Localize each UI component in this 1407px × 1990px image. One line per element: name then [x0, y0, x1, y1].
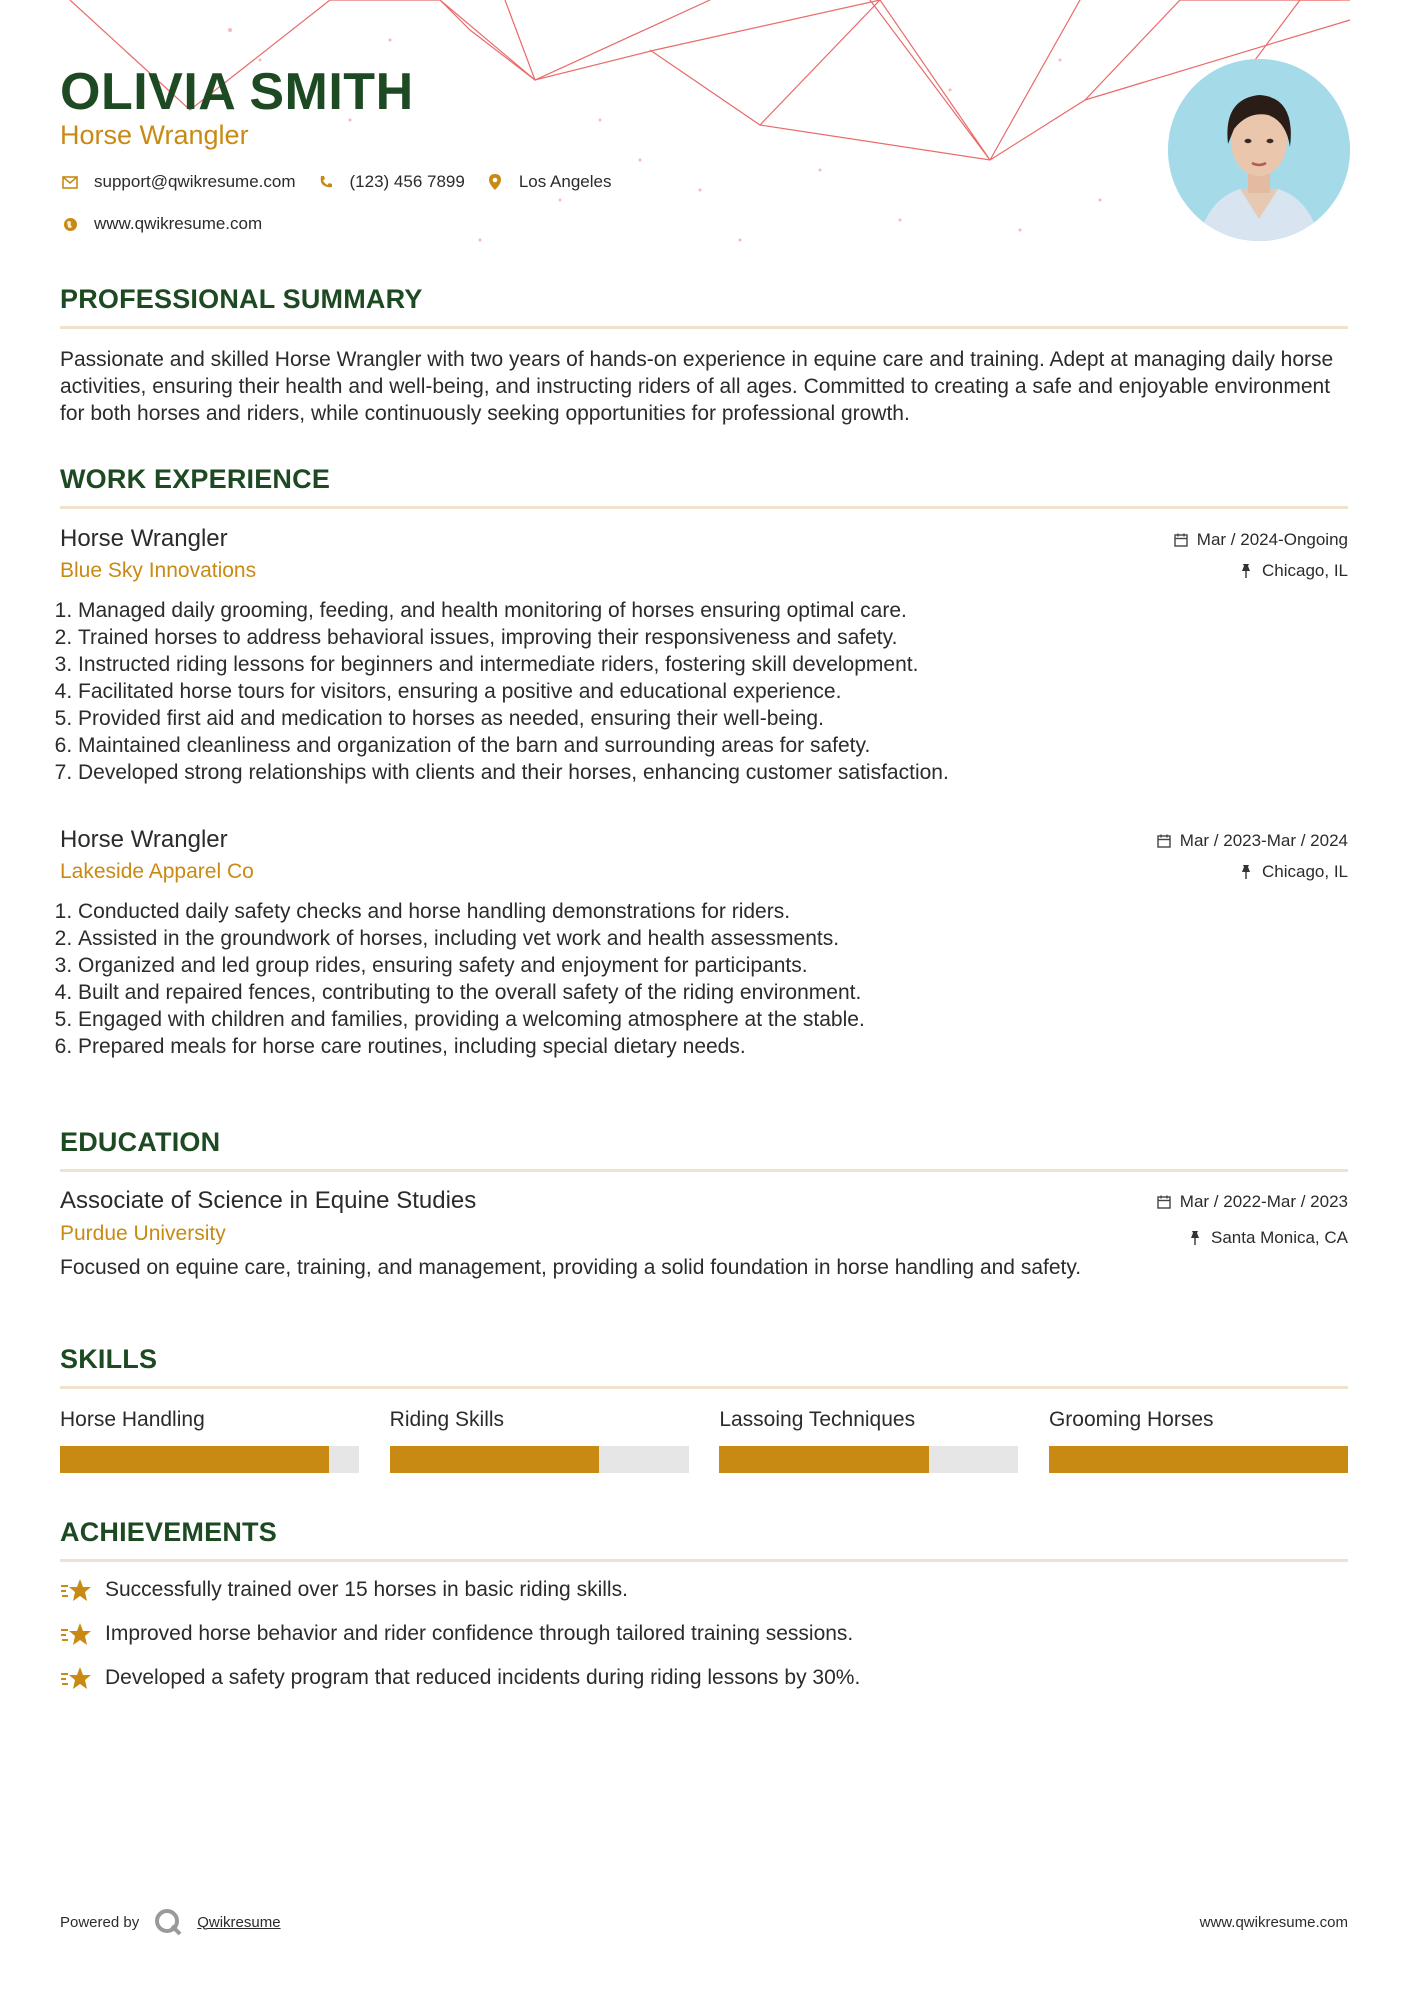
pin-icon — [1238, 563, 1254, 579]
skill-item — [60, 1406, 359, 1473]
job-meta — [1156, 829, 1348, 884]
calendar-icon — [1156, 1194, 1172, 1210]
contact-row-2 — [60, 214, 282, 234]
job-location: Chicago, IL — [1262, 862, 1348, 881]
section-divider — [60, 506, 1348, 509]
achievements-section — [60, 1515, 1348, 1700]
education-description: Focused on equine care, training, and management, providing a solid foundation in horse handling and safety. — [60, 1256, 1082, 1279]
pin-icon — [1187, 1230, 1203, 1246]
contact-email[interactable] — [60, 172, 296, 192]
skills-title: SKILLS — [60, 1344, 158, 1374]
achievements-title: ACHIEVEMENTS — [60, 1517, 277, 1547]
achievement-text: Improved horse behavior and rider confidence through tailored training sessions. — [105, 1622, 854, 1645]
qwikresume-logo-icon — [153, 1907, 183, 1937]
skill-name: Lassoing Techniques — [719, 1408, 916, 1431]
job-location: Chicago, IL — [1262, 561, 1348, 580]
email-text: support@qwikresume.com — [94, 172, 296, 191]
job-meta — [1173, 528, 1348, 583]
job-duties — [60, 597, 1348, 786]
contact-website[interactable] — [60, 214, 262, 234]
job-duties — [60, 898, 1348, 1060]
skill-bar — [1049, 1446, 1348, 1473]
globe-icon — [60, 214, 80, 234]
job-dates: Mar / 2024-Ongoing — [1196, 530, 1348, 549]
list-item: 1. Managed daily grooming, feeding, and health monitoring of horses ensuring optimal care. — [78, 597, 1348, 624]
skill-bar — [719, 1446, 1018, 1473]
education-dates: Mar / 2022-Mar / 2023 — [1179, 1192, 1348, 1211]
achievement-text: Successfully trained over 15 horses in basic riding skills. — [105, 1578, 628, 1601]
section-divider — [60, 1559, 1348, 1562]
skill-bar-fill — [1049, 1446, 1348, 1473]
skill-bar-fill — [60, 1446, 329, 1473]
skills-section — [60, 1342, 1348, 1473]
skill-bar — [60, 1446, 359, 1473]
list-item: 1. Conducted daily safety checks and horse handling demonstrations for riders. — [78, 898, 1348, 925]
summary-text: Passionate and skilled Horse Wrangler with two years of hands-on experience in equine care and training. Adept at managing daily horse activities, ensuring their health and well-being, and instructing riders of all ages. Committed to creating a safe and enjoyable environment for both horses and riders, while continuously seeking opportunities for professional growth. — [60, 348, 1334, 425]
candidate-name: OLIVIA SMITH — [60, 63, 414, 121]
job-title: Horse Wrangler — [60, 826, 228, 853]
skill-bar-fill — [390, 1446, 599, 1473]
degree-title: Associate of Science in Equine Studies — [60, 1187, 477, 1214]
summary-title: PROFESSIONAL SUMMARY — [60, 284, 423, 314]
list-item: 7. Developed strong relationships with clients and their horses, enhancing customer satisfaction. — [78, 759, 1348, 786]
summary-section — [60, 282, 1348, 427]
job-entry — [60, 524, 1348, 786]
education-entry — [60, 1186, 1348, 1281]
school-name: Purdue University — [60, 1222, 226, 1245]
skill-item — [1049, 1406, 1348, 1473]
job-dates: Mar / 2023-Mar / 2024 — [1179, 831, 1348, 850]
education-section — [60, 1125, 1348, 1172]
list-item: 2. Assisted in the groundwork of horses, including vet work and health assessments. — [78, 925, 1348, 952]
section-divider — [60, 1386, 1348, 1389]
location-text: Los Angeles — [518, 172, 612, 191]
list-item: 2. Trained horses to address behavioral issues, improving their responsiveness and safety. — [78, 624, 1348, 651]
calendar-icon — [1156, 833, 1172, 849]
job-title: Horse Wrangler — [60, 525, 228, 552]
job-company: Lakeside Apparel Co — [60, 860, 254, 883]
footer — [60, 1902, 1348, 1942]
brand-link[interactable]: Qwikresume — [197, 1913, 281, 1931]
contact-row-1 — [60, 172, 631, 192]
education-title: EDUCATION — [60, 1127, 221, 1157]
website-text: www.qwikresume.com — [94, 214, 263, 233]
candidate-role: Horse Wrangler — [60, 120, 249, 150]
skill-name: Grooming Horses — [1048, 1408, 1214, 1431]
experience-section — [60, 462, 1348, 509]
list-item: 4. Facilitated horse tours for visitors, ensuring a positive and educational experience. — [78, 678, 1348, 705]
list-item: 3. Instructed riding lessons for beginners and intermediate riders, fostering skill development. — [78, 651, 1348, 678]
star-icon — [60, 1577, 92, 1603]
powered-by-label: Powered by — [60, 1913, 140, 1931]
star-icon — [60, 1621, 92, 1647]
section-divider — [60, 326, 1348, 329]
phone-icon — [316, 172, 336, 192]
calendar-icon — [1173, 532, 1189, 548]
map-pin-icon — [485, 172, 505, 192]
experience-title: WORK EXPERIENCE — [60, 464, 331, 494]
skill-name: Riding Skills — [389, 1408, 505, 1431]
star-icon — [60, 1665, 92, 1691]
list-item: 6. Prepared meals for horse care routines, including special dietary needs. — [78, 1033, 1348, 1060]
job-entry — [60, 825, 1348, 1060]
education-meta — [1156, 1190, 1348, 1250]
pin-icon — [1238, 864, 1254, 880]
envelope-icon — [60, 172, 80, 192]
job-company: Blue Sky Innovations — [60, 559, 257, 582]
skills-grid — [60, 1406, 1348, 1473]
skill-item — [719, 1406, 1018, 1473]
list-item: 5. Provided first aid and medication to horses as needed, ensuring their well-being. — [78, 705, 1348, 732]
footer-website[interactable]: www.qwikresume.com — [1199, 1913, 1348, 1931]
profile-photo — [1168, 59, 1350, 241]
skill-name: Horse Handling — [60, 1408, 205, 1431]
phone-text: (123) 456 7899 — [349, 172, 465, 191]
section-divider — [60, 1169, 1348, 1172]
contact-phone[interactable] — [316, 172, 465, 192]
achievements-list — [60, 1568, 1348, 1700]
education-location: Santa Monica, CA — [1210, 1228, 1348, 1247]
skill-bar — [390, 1446, 689, 1473]
list-item: 5. Engaged with children and families, providing a welcoming atmosphere at the stable. — [78, 1006, 1348, 1033]
contact-location — [485, 172, 612, 192]
list-item: 6. Maintained cleanliness and organization of the barn and surrounding areas for safety. — [78, 732, 1348, 759]
list-item — [60, 1656, 1348, 1700]
list-item: 3. Organized and led group rides, ensuring safety and enjoyment for participants. — [78, 952, 1348, 979]
list-item — [60, 1568, 1348, 1612]
skill-bar-fill — [719, 1446, 928, 1473]
achievement-text: Developed a safety program that reduced incidents during riding lessons by 30%. — [105, 1666, 861, 1689]
skill-item — [390, 1406, 689, 1473]
list-item — [60, 1612, 1348, 1656]
list-item: 4. Built and repaired fences, contributing to the overall safety of the riding environment. — [78, 979, 1348, 1006]
